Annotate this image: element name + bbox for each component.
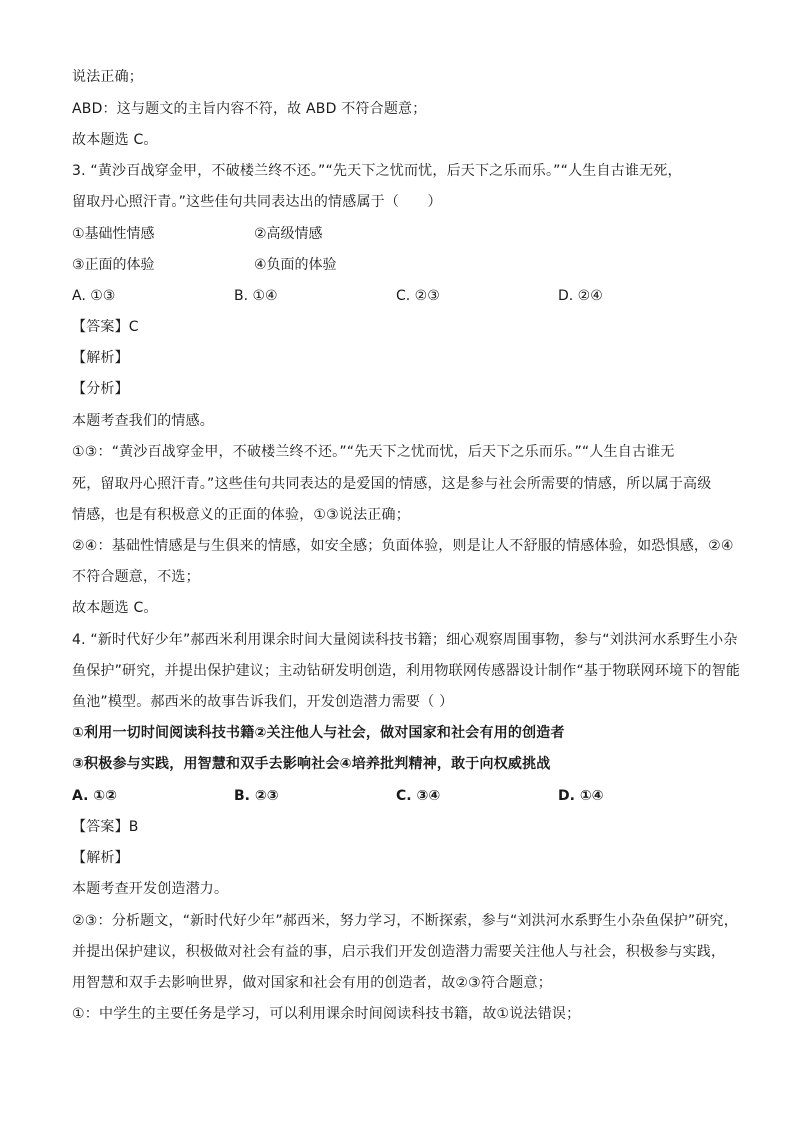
text-line: 本题考查我们的情感。 (72, 413, 214, 429)
question-4-stem: 鱼保护”研究，并提出保护建议；主动钻研发明创造，利用物联网传感器设计制作“基于物联网环境下的智能 (72, 663, 741, 679)
text-line: 故本题选 C。 (72, 132, 158, 148)
question-4-item: ③积极参与实践，用智慧和双手去影响社会④培养批判精神，敢于向权威挑战 (72, 756, 551, 772)
question-3-stem: 留取丹心照汗青。”这些佳句共同表达出的情感属于（ ） (72, 194, 442, 210)
analysis-label: 【分析】 (72, 381, 129, 397)
question-3-option-a: A. ①③ (72, 288, 116, 304)
text-line: 故本题选 C。 (72, 600, 158, 616)
text-line: ②④：基础性情感是与生俱来的情感，如安全感；负面体验，则是让人不舒服的情感体验，如恐惧感，②④ (72, 538, 734, 554)
question-3-option-d: D. ②④ (558, 288, 603, 304)
answer-label: 【答案】B (72, 819, 139, 835)
text-line: 情感，也是有积极意义的正面的体验，①③说法正确； (72, 507, 410, 523)
question-3-item: ②高级情感 (254, 226, 323, 242)
question-3-item: ④负面的体验 (254, 257, 337, 273)
question-4-option-a: A. ①② (72, 788, 117, 804)
question-4-stem: 4. “新时代好少年”郝西米利用课余时间大量阅读科技书籍；细心观察周围事物，参与“刘洪河水系野生小杂 (72, 632, 738, 648)
text-line: 死，留取丹心照汗青。”这些佳句共同表达的是爱国的情感，这是参与社会所需要的情感，所以属于高级 (72, 476, 712, 492)
text-line: ②③：分析题文，“新时代好少年”郝西米，努力学习，不断探索，参与“刘洪河水系野生小杂鱼保护”研究， (72, 913, 738, 929)
question-3-option-c: C. ②③ (396, 288, 440, 304)
text-line: 说法正确； (72, 69, 143, 85)
question-4-option-b: B. ②③ (234, 788, 279, 804)
question-3-stem: 3. “黄沙百战穿金甲，不破楼兰终不还。”“先天下之忧而忧，后天下之乐而乐。”“人生自古谁无死， (72, 163, 682, 179)
question-3-item: ①基础性情感 (72, 226, 155, 242)
answer-label: 【答案】C (72, 319, 139, 335)
question-4-option-d: D. ①④ (558, 788, 604, 804)
question-3-item: ③正面的体验 (72, 257, 155, 273)
question-3-option-b: B. ①④ (234, 288, 278, 304)
question-4-stem: 鱼池”模型。郝西米的故事告诉我们，开发创造潜力需要（ ） (72, 694, 454, 710)
text-line: 不符合题意，不选； (72, 569, 200, 585)
text-line: 并提出保护建议，积极做对社会有益的事，启示我们开发创造潜力需要关注他人与社会，积极参与实践， (72, 944, 726, 960)
text-line: 用智慧和双手去影响世界，做对国家和社会有用的创造者，故②③符合题意； (72, 975, 552, 991)
analysis-label: 【解析】 (72, 350, 129, 366)
text-line: ①③：“黄沙百战穿金甲，不破楼兰终不还。”“先天下之忧而忧，后天下之乐而乐。”“人生自古谁无 (72, 444, 675, 460)
text-line: 本题考查开发创造潜力。 (72, 881, 229, 897)
question-4-option-c: C. ③④ (396, 788, 441, 804)
text-line: ABD：这与题文的主旨内容不符，故 ABD 不符合题意； (72, 101, 427, 117)
analysis-label: 【解析】 (72, 850, 129, 866)
text-line: ①：中学生的主要任务是学习，可以利用课余时间阅读科技书籍，故①说法错误； (72, 1006, 581, 1022)
question-4-item: ①利用一切时间阅读科技书籍②关注他人与社会，做对国家和社会有用的创造者 (72, 725, 565, 741)
